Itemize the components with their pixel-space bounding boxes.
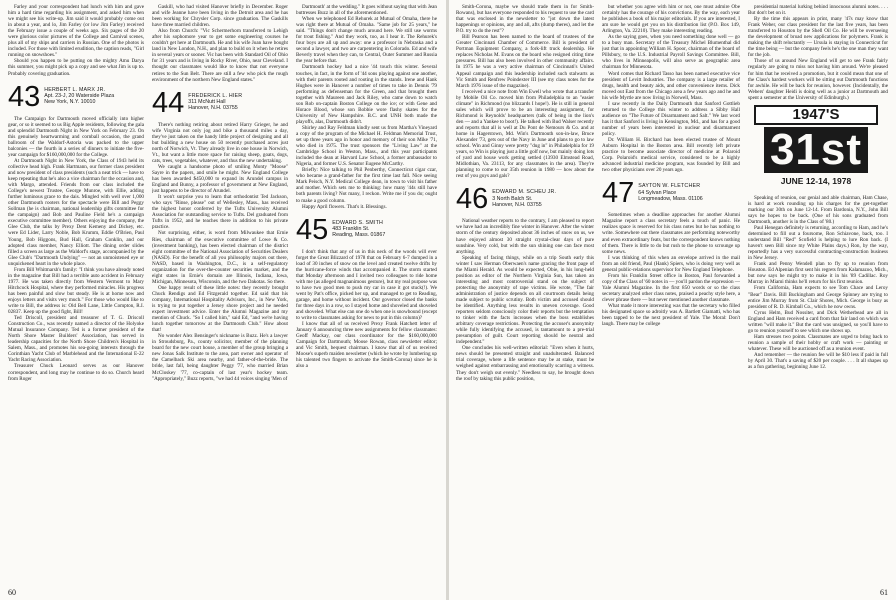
paragraph: Those of us around New England will get to see Frank fairly regularly are going to miss not having him around. We're pleased for him that he received a promotion, but it could mean that one of the Class's hardest workers will be sitting out Dartmouth functions for awhile. He will be back for reunion, however. (Incidentally, the Webers' daughter Heidi is doing well as a junior at Dartmouth and spent a semester at the University of Edinburgh.)	[748, 58, 888, 101]
class-secretary	[332, 217, 385, 239]
class-secretary	[638, 180, 702, 202]
secretary-address: 311 McNutt Hall	[188, 98, 226, 105]
paragraph: Should you happen to be putting on the mighty Amu Darya this summer, you might pick up a copy and see what Jim is up to. Probably covering graduation.	[8, 58, 144, 77]
paragraph: Shirley and Ray Feldman kindly sent us from Martha's Vineyard a copy of the program of the Michael H. Feldman Memorial Trust, set up three years ago in honor and memory of their son Mike '71, who died in 1975. The trust sponsors the "Living Law" at the Cambridge School in Weston, Mass., and this year participants included the dean at Harvard Law School, a former ambassador to Nigeria, and former U.S. Senator Eugene McCarthy.	[296, 124, 437, 168]
secretary-name: SAYTON W. FLETCHER	[638, 183, 701, 190]
reunion-logo	[754, 105, 878, 189]
left-page	[0, 0, 447, 600]
right-page	[449, 0, 896, 600]
secretary-name: FREDERICK L. HIER	[188, 92, 243, 99]
paragraph: When we telephoned Ed Rehurek at Mutual of Omaha, there he was right there at Mutual of Omaha. "Same job for 25 years," he said. "Things don't change much around here. We still use worms for trout fishing." And they work, too, as I hear it. The Rehurek's four boys are all up and away: one a professor in Nebraska and a second a lawyer, and two are carpentering in Colorado. Ed and wife Beverly travel when they can, to Central, Outer Summer and Russia the year before that.	[296, 16, 437, 65]
class-heading-43	[8, 80, 144, 113]
secretary-address: 3 North Balch St.	[492, 195, 533, 202]
paragraph: Smith-Corona, maybe we should trade them in for Smith-Rowans), but has everyone responded to his request to use the card that was enclosed in the newsletter to "jot down the latest happenings or opinions, any and all, afts (dump theres), and let the P.O. try to do the rest"?	[456, 4, 594, 35]
paragraph: Dartmouth hockey had a nice '44 touch this winter. Several touches, in fact, in the form of '44 sons playing against one another, with their parents rooted and rooting in the stands. Irene and Hank Hughes were in Hanover a number of times to take in Dennis '79 performing as defenseman for the Green, and that brought them together with Maureen and Jack Riley, who came down to watch son Rob on-captain Boston College on the ice; or with Gene and Horace Blood, whose son Bobbie wore flashy skates for the University of New Hampshire. B.C. and UNH both made the playoffs, alas, Dartmouth didn't.	[296, 64, 437, 125]
paragraph: Bill Pearson has been named to the board of trustees of the Greater Cincinnati Chamber of Commerce. Bill is president of Portman Equipment Company, a fork-lift truck dealership. He replaces Nicholas M. Evans on the board who resigned citing time pressures. Bill has also been involved in other community affairs. In 1975 he was a very active chairman of Cincinnati's United Appeal campaign and this leadership included such stalwarts as Vic Smith and Renfrew Poindexter III (see my class notes for the March 1976 issue of the magazine).	[456, 34, 594, 89]
paragraph: Dr. William H. Birchard has been elected trustee of Mount Auburn Hospital in the Boston area. Bill recently left private practice to become associate director of medicine at Polaroid Corp. Polaroid's medical service, considered to be a highly advanced industrial medicine program, was founded by Bill and two other physicians over 20 years ago.	[602, 137, 740, 174]
paragraph: There's nothing retiring about retired Harry Grieger, he and wife Virginia not only jog and bike a thousand miles a day, they've just taken on the handy little project of designing and all but building a new house on 50 recently purchased acres just north of Norwich, Vt. They already live in one house in Norwich, Vt., but want a little more space for raising sheep, goats, dogs, cats, trees, vegetables, whatever, and thus the new undertaking.	[152, 121, 288, 164]
paragraph: From his Franklin Street office in Boston, Paul forwarded a copy of the Class of '60 notes in — you'll pardon the expression — Yale Alumni Magazine. In the first 850 words or so the class secretary analyzed other class notes, praised a peachy style here, a clever phrase there — but never mentioned another classmate.	[602, 272, 740, 303]
paragraph: but whether you agree with him or not, one must admire Obe certainly has the courage of his convictions. By the way, each year he publishes a book of his major editorials. If you are interested, I am sure he would get you on his distribution list (P.O. Box 149, Arlington, Va. 22210). They make interesting reading.	[602, 4, 740, 35]
class-year: 45	[296, 213, 329, 246]
left-column-2	[152, 4, 288, 382]
class-secretary	[188, 90, 242, 112]
class-heading-47	[602, 177, 740, 210]
paragraph: What made it more interesting was that the secretary who filled his designated space so adroitly was A. Bartlett Giamatti, who has been tapped to be the next president of Yale. The Moral: Don't laugh. There may be college	[602, 303, 740, 328]
paragraph: I received a nice note from Win Ewell who wrote that a transfer by Mobile Oil Co. moved him from Philadelphia to an "easier climate" in Richmond (no blizzards I hope!). He is still in general sales which will prove to be an interesting assignment, for Richmond is Reynolds' headquarters (talk of being in the lion's den — and a Yankee to boot!). He talked with Bud Walser recently and reports that all is well at Du Pont de Nemours & Co. and at home in Hagerstown, Md. Win's Dartmouth son-in-law, Bruce Alexander '73, gets out of the Navy in June and plans to go to law school. Win and Ginny were pretty "dug in" in Philadelphia for 19 years, so Win is playing just a little golf now, but mainly doing lots of yard and house work getting settled (13930 Elmstead Road, Midlothian, Va. 23113, for any classmates in the area). They're planning to come to our 35th reunion in 1980 — how about the rest of you guys and gals?	[456, 88, 594, 180]
secretary-name: HERBERT L. MARX JR.	[44, 86, 106, 93]
paragraph: Happy April flowers. That's it. Blessings.	[302, 203, 387, 210]
paragraph: From Bill Whitmarsh's family: "I think you have already noted in the magazine that Bill had a terrible auto accident in February 1977. He was taken directly from Western Vermont to Mary Hitchcock Hospital, where they performed miracles. His progress has been painful and slow but steady. He is at home now and enjoys letters and visits very much." For those who would like to write to Bill, the address is: Old Bell Lane, Little Compton, R.I. 02837. Keep up the good fight, Bill!	[8, 266, 144, 316]
secretary-city: Reading, Mass. 01867	[332, 232, 386, 238]
paragraph: At Dartmouth Night in New York, the Class of 1943 held its collective head high. Frank Hartmann, our former class president and now president of class presidents (such a neat trick — have to keep repeating that he's also a vice chairman for the occasion and, with Margo, attended. Friends from our class included the College's newest Trustee, George Munroe, with Ellie, adding further luminous grace to the dais. Mingled with well over 1,000 other Dartmouth rooters for the spectacle were Bill and Peggy Sollman (he is chairman, national leadership gifts committee for the campaign) and Bob and Pauline Field he's a campaign executive committee member). Others enjoying the company, the Glee Club, the talks by Prexy Dent Kemeny and Dickey, etc. were Ed Lider, Larry Noble, Bob Krumm, Eddie O'Brien, Paul Young, Bob Higgons, Bud Hall, Graham Conklin, and our adopted class member, Nancy Elliott. The dining order slides filled a screen as large as the Waldorf's stage, accompanied by the Glee Club's "Dartmouth Undying" — not an unmoistened eye or unquickened heart in the whole place.	[8, 157, 144, 267]
secretary-city: New York, N.Y. 10010	[44, 98, 96, 105]
paragraph: presidential material lurking behind innocuous alumni notes. . . . But don't bet on it.	[748, 4, 888, 17]
paragraph: Cyrus Helm, Bud Nossiter, and Dick Wetherbead are all in England and Ham received a card from that fair land on which was written "will make it." But the card was unsigned, so you'll have to go to reunion yourself to see which one shows up.	[748, 309, 888, 334]
paragraph: From California, Ham expects to see Tom Chace and Leroy "Bear" Davis. Bill Buckingham and George Spinney are trying to entice Jim Murray from St. Clair Shores, Mich. George is busy as president of R. D. Kimball Co., which he now owns.	[748, 285, 888, 310]
paragraph: Treasurer Chuck Leonard serves as our Hanover correspondent, and long may he continue to do so. Church heard from Roger	[8, 363, 144, 382]
right-column-3	[748, 4, 888, 370]
class-year: 43	[8, 80, 41, 113]
paragraph: Speaking of facing things, while on a trip South early this winter I saw Herman Oberwaen's name gracing the front page of the Miami Herald. As would be expected, Obie, in his long-held position as editor of the Northern Virginia Sun, has taken an interesting and most controversial stand on the subject of protecting the anonymity of rape victims. He wrote, "The fair administration of justice depends on all courtroom details being made subject to public scrutiny. Both victim and accused should be identified. Anything less results in uneven coverage. Good reporters seldom consciously color their reports but the temptation to tinker with the facts increases when the boss establishes arbitrary coverage restrictions. Protecting the accuser's anonymity while fully identifying the accused, is tantamount to a pre-trial presumption of guilt. Court reporting should be neutral and independent."	[456, 254, 594, 346]
page-number-right: 61	[880, 588, 888, 597]
paragraph: Dartmouth' at the wedding." It goes without saying that with Jean buttresses Buzz in all of the aforementioned.	[296, 4, 437, 17]
paragraph: One concludes his well-written editorial: "Even when it hurts, news should be presented straight and unadulterated. Balanced trial coverage, where a life sentence may be at stake, must be weighed against embarrassing and emotionally scarring a witness. They don't weigh out evenly." Needless to say, he brought down the roof by taking this public position,	[456, 345, 594, 382]
class-heading-46	[456, 183, 594, 216]
paragraph: Speaking of reunion, our genial and able chairman, Ham Chase, is hard at work rounding up his charges for the get-together marking our 30th on June 12-14. From Bardonia, N.Y., John Bill says he hopes to be back. (One of his sons graduated from Dartmouth, another is in the Class of '80.)	[748, 194, 888, 225]
paragraph: Not surprising, either, is word from Milwaukee that Ernie Ries, chairman of the executive committee of Lowe & Co. (investment banking), has been elected chairman of the district eight committee of the National Association of Securities Dealers (NASD). For the benefit of all you philosophy majors out there, NASD, based in Washington, D.C., is a self-regulatory organization for the over-the-counter securities market, and the eight states in Ernie's domain are Illinois, Indiana, Iowa, Michigan, Minnesota, Wisconsin, and the two Dakotas. So there.	[152, 230, 288, 285]
class-year: 44	[152, 86, 185, 119]
paragraph: By the time this appears in print, many '47s may know that Frank Weber, our class president for the last five years, has been transferred to Houston by the Shell Oil Co. He will be overseeing the development of broad new applications for polymers. Frank is making the shift reluctantly — Ursula is staying in Connecticut for the time being — but the company feels he's the one man they want for the job.	[748, 16, 888, 59]
paragraph: Paul Henegan definitely is returning, according to Ham, and he's determined to fill out a foursome, Ron Schiavone, back, too. I understand Bill "Red" Scofield is helping to lure Ron back. (I haven't seen Bill since my White Plains days.) Ron, by the way, reportedly has a very successful contracting-construction business in New Jersey.	[748, 224, 888, 262]
class-year: 46	[456, 183, 489, 216]
paragraph: The Campaign for Dartmouth moved officially into higher gear, or so it seemed to us Big Apple residents, following the gala and splendid Dartmouth Night in New York on February 23. On this genuinely heartwarming and cornball occasion, the grand ballroom of the Waldorf-Astoria was packed to the upper balconies — the fourth in a series of dinners to initiate the five-year campaign for $160,000,000 for the College.	[8, 115, 144, 158]
reunion-dates: JUNE 12-14, 1978	[780, 175, 852, 186]
paragraph: Ted Driscoll, president and treasurer of T. G. Driscoll Construction Co., was recently named a director of the Holyoke Mutual Insurance Company. Ted is a former president of the North Shore Master Builders' Association, has served in leadership capacities for the North Shore Children's Hospital in Salem, Mass., and promotes his sea-going interests through the Corinthian Yacht Club of Marblehead and the International E-22 Yacht Racing Association.	[8, 315, 144, 364]
paragraph: Briefly: Nice talking to Phil Penberthy, Connecticut cigar czar, who became a grand-father for the first time last fall. Nice seeing Mark Peisch, N.Y. Medical College dean, in town to visit his father and mother. Which sets me to thinking: how many '44s still have both parents living? Not many, I reckon. Write me if you do; ought to make a good column.	[296, 167, 437, 204]
paragraph: And remember — the reunion fee will be $10 less if paid in full by April 30. That's a saving of $20 per couple. . . . It all shapes up as a fun gathering, beginning June 12.	[748, 351, 888, 371]
class-year: 47	[602, 177, 635, 210]
secretary-address: 64 Sylvan Place	[638, 189, 677, 196]
paragraph: No wonder Alex Bensinger's nickname is Buzz. He's a lawyer in Stroudsburg, Pa., county solicitor, member of the planning board for the new court house, a member of the group bringing a new Jonas Salk Institute to the area, part owner and operator of the Camelback Ski area nearby, and father-of-the-bride. The bride, last fall, being daughter Peggy '77, who married Brian McCloskey '77, co-captain of last year's hockey team. "Appropriately," Buzz reports, "we had 44 voices singing 'Men of	[152, 333, 288, 382]
secretary-address: Apt. 23-J, 20 Waterside Plaza	[44, 92, 115, 99]
paragraph: Farley and your correspondent had lunch with him and gave him a hard time regarding his assignment, and asked him when we might see his write-up. Jim said it would probably come out in about a year, and lo, Jim Farley (or low Jim Farley) received the February issue a couple of weeks ago. Six pages of the 20 were glorious color pictures of the College and Carnival scenes, plus all of my ships and carriers in Russian. One of the photos is included. For those with limited erudition, the caption reads, "Girl running on snowshoes."	[8, 4, 144, 59]
page-number-left: 60	[8, 588, 16, 597]
paragraph: I saw recently in the Daily Dartmouth that Sanford Gottlieb returned to the College this winter to address a Sibby Hall audience on "The Future of Disarmament and Salt." We last word has it that Sanford is living in Kensington, Md., and has for a good number of years been interested in nuclear and disarmament policy.	[602, 100, 740, 137]
paragraph: One happy result of these little notes: they recently brought Chuck Rendigs and Ed Fitzgerald together. Ed said that his company, International Hospitality Advisors, Inc., in New York, is trying to put together a Jersey shore project and he needed expert investment advice. Enter the Alumni Magazine and my mention of Chuck. "So I called him," said Ed, "and we're having lunch together tomorrow at the Dartmouth Club." How about that!	[152, 284, 288, 334]
secretary-name: EDWARD M. SCHEU JR.	[492, 189, 557, 196]
class-heading-44	[152, 86, 288, 119]
paragraph: I know that all of us received Prexy Frank Hatchett letter of January 6 announcing three new assignments for fellow classmates: Geoff Mackay, our class coordinator for the $160,000,000 Campaign for Dartmouth; Moose Rowan, class newsletter editor; and Vic Smith, bequest chairman. I know that all of us received Moose's superb maiden newsletter (which he wrote by lumbering up his talented two fingers to activate the Smith-Corona) since he is also a	[296, 321, 437, 370]
paragraph: Ham stresses two points. Classmates are urged to bring back to reunion a sample of their hobby or craft work — painting or whatever. These will be auctioned off as a reunion event.	[748, 333, 888, 352]
secretary-address: 483 Franklin St.	[332, 225, 370, 232]
right-column-2	[602, 4, 740, 327]
left-column-1	[8, 4, 144, 382]
paragraph: Sometimes when a deadline approaches for another Alumni Magazine report a class secretary feels a touch of panic. He realizes space is reserved for his class notes but he has nothing to write. Somewhere out there classmates are performing noteworthy and even extraordinary feats, but the correspondent knows nothing of them. There is little to do but rush to the phone to scrounge up some news.	[602, 212, 740, 255]
secretary-city: Hanover, N.H. 03755	[492, 201, 542, 208]
reunion-number: 31st	[764, 127, 868, 173]
reunion-class-banner: 1947'S	[754, 105, 878, 125]
secretary-name: EDWARD S. SMITH	[332, 219, 384, 226]
left-column-3	[296, 4, 437, 370]
paragraph: National weather reports to the contrary, I am pleased to report we have had an incredibly fine winter in Hanover. After the winter storm of the century deposited about 36 inches of snow on us, we have enjoyed almost 30 straight crystal-clear days of pure sunshine. Very cold, but with the sun shining one can face most anything.	[456, 218, 594, 255]
class-heading-45	[296, 213, 437, 246]
paragraph: Gaskill, who had visited Hanover briefly in December. Roger and wife Jeanne have been living in the Detroit area and he has been working for Chrysler Corp. since graduation. The Gaskills have three married children.	[152, 4, 288, 29]
paragraph: I was thinking of this when an envelope arrived in the mail from an old friend, Paul (Hank) Spiers, who is doing very well as general public-relations supervisor for New England Telephone.	[602, 254, 740, 273]
paragraph: As the saying goes, when you need something done well — go to a busy man. Secretary of the Treasury Michel Blumenthal did just that in appointing William H. Spoor, chairman of the board of Pillsbury, to the U.S. Industrial Payroll Savings Committee. Bill, who lives in Minneapolis, will also serve as geographic area chairman for Minnesota.	[602, 34, 740, 71]
paragraph: Also from Church: "Vic Schermerhorn transferred to Lehigh after his sophomore year to get some engineering courses he couldn't get here at Dartmouth. He and his wife Joan have bought land in New London, N.H., and plan to build on it when he retires in several years or sooner. Vic has been with Standard Oil of Ohio for 31 years and is living in Rocky River, Ohio, near Cleveland. I thought our classmates would like to know that not everyone retires to the Sun Belt. There are still a few who pick the rough environment of the northern New England states."	[152, 28, 288, 83]
secretary-city: Longmeadow, Mass. 01106	[638, 195, 703, 202]
paragraph: Frank and Penny Wendell plan to fly up to reunion from Houston. Ed Alpenian first sent his regrets from Kalamazoo, Mich., but now says he might try to make it in his '89 Cadillac. Roy Murray in Miami thinks he'll return for his first reunion.	[748, 261, 888, 286]
paragraph: We caught a handsome photo of smiling Monty "Moose" Sayre in the papers, and smile he might. New England College has been awarded $450,000 to expand its Arundel campus in England and Bunny, a professor of government at New England, just happens to be director of Arundel.	[152, 163, 288, 195]
secretary-city: Hanover, N.H. 03755	[188, 105, 238, 112]
class-secretary	[492, 186, 556, 208]
class-secretary	[44, 84, 114, 106]
right-column-1	[456, 4, 594, 382]
paragraph: It won't surprise you to learn that orthodontist Ted Jackson, who says "Rinse, please" out of Wellesley, Mass., has received the highest honor conferred by the Tufts University Alumni Association for outstanding service to Tufts. Del graduated from Tufts in 1952, and he teaches there in addition to his private practice.	[152, 194, 288, 231]
paragraph: I don't think that any of us in this neck of the woods will ever forget the Great Blizzard of 1978 that on February 6-7 dumped in a load of 30 inches of snow on the level and created twelve drifts by the hurricane-force winds that accompanied it. The storm started that Monday afternoon and I invited two colleagues to ride home with me (as alleged magnanimous gesture), but my real purpose was to have two good men to push my car in case it got stuck(!). We went by Pat's office, picked her up, and managed to get to Reading, garage, and home without incident. Our governor closed the banks for three days in a row, so I stayed home and shoveled and shoveled and shoveled. What else can one do when one is snowbound (except to write to classmates asking for news to put in this column)?	[296, 248, 437, 322]
paragraph: Word comes that Richard Tasso has been named executive vice president of Levitt Industries. The company is a large retailer of drugs, health and beauty aids, and other convenience items. Dick moved out East from the Chicago area a few years ago and he and his wife Myrtle are now living in Norwell, Mass.	[602, 70, 740, 101]
